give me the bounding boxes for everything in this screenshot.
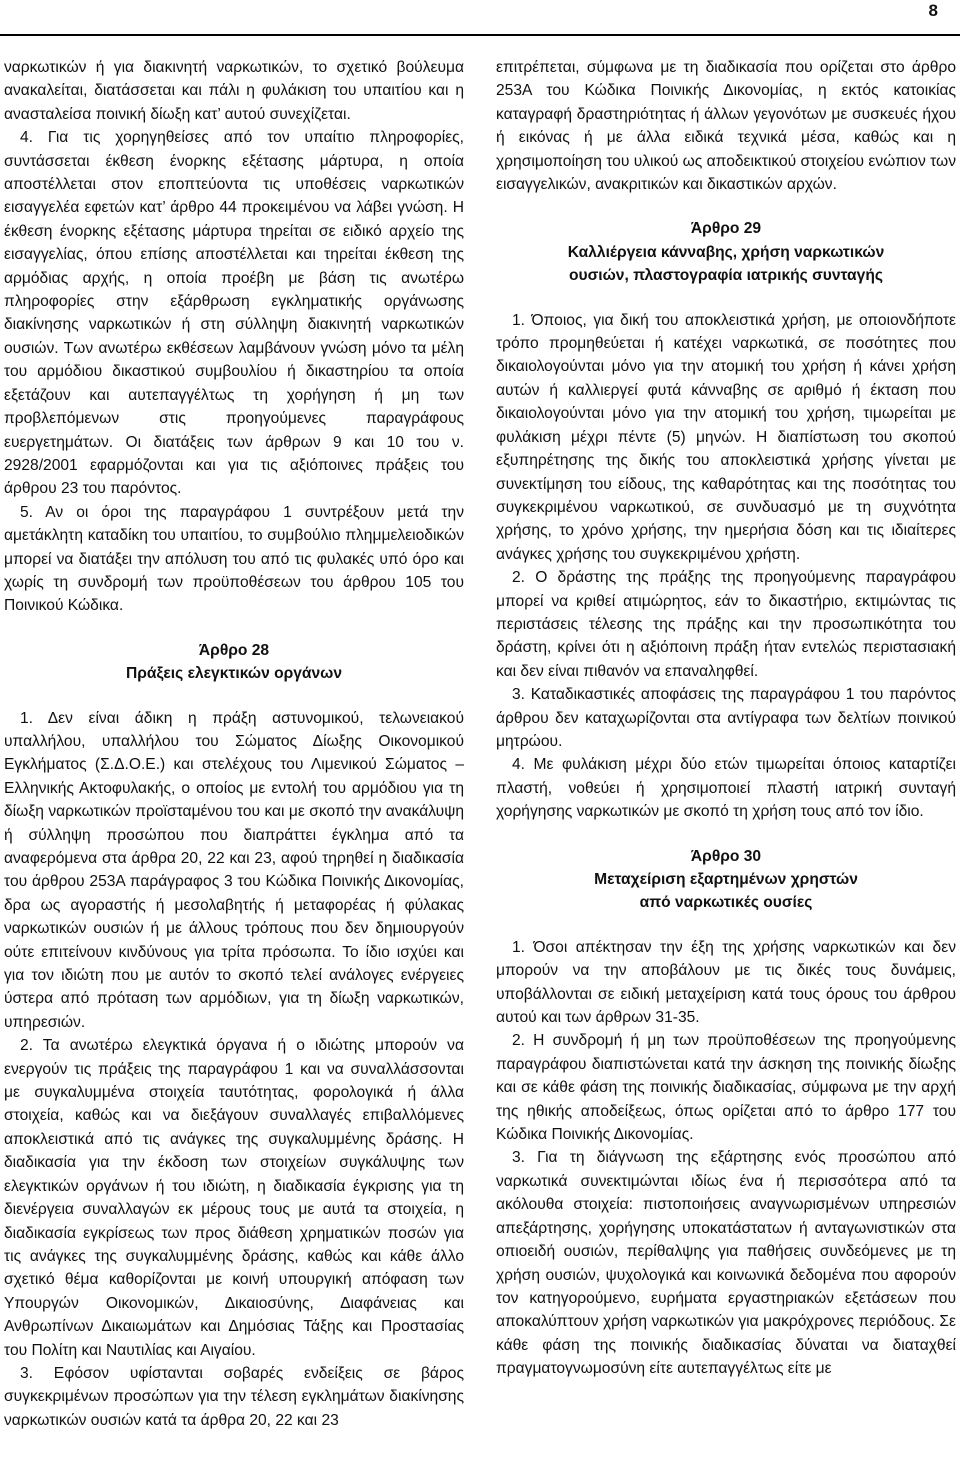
paragraph: επιτρέπεται, σύμφωνα με τη διαδικασία που ορίζεται στο άρθρο 253Α του Κώδικα Ποινικής Δικονομίας, η εκτός κατοικίας καταγραφή δραστηριότητας ή άλλων γεγονότων με συσκευές ήχου ή εικόνας ή με άλλα ειδικά τεχνικά μέσα, καθώς και η χρησιμοποίηση του υλικού ως αποδεικτικού στοιχείου ενώπιον των εισαγγελικών, ανακριτικών και δικαστικών αρχών. <box>496 59 956 194</box>
paragraph: 2. Η συνδρομή ή μη των προϋποθέσεων της προηγούμενης παραγράφου διαπιστώνεται κατά την άσκηση της ποινικής δίωξης και σε κάθε φάση της ποινικής διαδικασίας, σύμφωνα με την αρχή της ηθικής αποδείξεως, όπως ορίζεται από το άρθρο 177 του Κώδικα Ποινικής Δικονομίας. <box>496 1032 956 1144</box>
left-column <box>4 56 464 1474</box>
paragraph: 5. Αν οι όροι της παραγράφου 1 συντρέξουν μετά την αμετάκλητη καταδίκη του υπαιτίου, το συμβούλιο πλημμελειοδικών μπορεί να διατάξει την απόλυση του από τις φυλακές υπό όρο και χωρίς τη συνδρομή των προϋποθέσεων του άρθρου 105 του Ποινικού Κώδικα. <box>4 503 464 615</box>
paragraph: 3. Εφόσον υφίστανται σοβαρές ενδείξεις σε βάρος συγκεκριμένων προσώπων για την τέλεση εγκλημάτων διακίνησης ναρκωτικών ουσιών κατά τα άρθρα 20, 22 και 23 <box>4 1364 464 1429</box>
article-28-heading <box>4 639 464 686</box>
header-rule <box>0 34 960 36</box>
article-number: Άρθρο 28 <box>198 641 270 659</box>
article-title: Πράξεις ελεγκτικών οργάνων <box>125 665 343 683</box>
paragraph: 1. Δεν είναι άδικη η πράξη αστυνομικού, τελωνειακού υπαλλήλου, υπαλλήλου του Σώματος Δίωξης Οικονομικού Εγκλήματος (Σ.Δ.Ο.Ε.) και στελέχους του Λιμενικού Σώματος – Ελληνικής Ακτοφυλακής, ο οποίος με εντολή του αρμόδιου για τη δίωξη ναρκωτικών προϊσταμένου του και με σκοπό την ανακάλυψη ή σύλληψη προσώπου που διαπράττει έγκλημα από τα αναφερόμενα στα άρθρα 20, 22 και 23, αφού τηρηθεί η διαδικασία του άρθρου 253Α παράγραφος 3 του Κώδικα Ποινικής Δικονομίας, δρα ως αγοραστής ή μεσολαβητής ή μεταφορέας ή φύλακας ναρκωτικών ουσιών ή με άλλους τρόπους που δεν δημιουργούν ούτε επιτείνουν κινδύνους για τρίτα πρόσωπα. Το ίδιο ισχύει και για τον ιδιώτη που με αυτόν το σκοπό τελεί ανάλογες ενέργειες ύστερα από πρόταση των αρμόδιων, για τη δίωξη ναρκωτικών, υπηρεσιών. <box>4 709 464 1031</box>
right-column <box>496 56 956 1474</box>
paragraph: 1. Όποιος, για δική του αποκλειστικά χρήση, με οποιονδήποτε τρόπο προμηθεύεται ή κατέχει ναρκωτικά, σε ποσότητες που δικαιολογούνται μόνο για την ατομική του χρήση ή κάνει χρήση αυτών ή καλλιεργεί φυτά κάνναβης σε αριθμό ή έκταση που δικαιολογούνται μόνο για την ατομική του χρήση, τιμωρείται με φυλάκιση μέχρι πέντε (5) μηνών. Η διαπίστωση του σκοπού εξυπηρέτησης της δικής του αποκλειστικά χρήσης γίνεται με συνεκτίμηση του είδους, της καθαρότητας και της ποσότητας του συγκεκριμένου ναρκωτικού, σε συνδυασμό με τη συχνότητα χρήσης, το χρόνο χρήσης, την ημερήσια δόση και τις ιδιαίτερες ανάγκες χρήσης του συγκεκριμένου χρήστη. <box>496 311 956 563</box>
paragraph: 2. Τα ανωτέρω ελεγκτικά όργανα ή ο ιδιώτης μπορούν να ενεργούν τις πράξεις της παραγράφου 1 και να συναλλάσσονται με συγκαλυμμένα στοιχεία ταυτότητας, φορολογικά ή άλλα στοιχεία, καθώς και να διεξάγουν συναλλαγές επιβαλλόμενες αποκλειστικά από τις ανάγκες της συγκαλυμμένης δράσης. Η διαδικασία για την έκδοση των στοιχείων συγκάλυψης των ελεγκτικών οργάνων ή του ιδιώτη, η διαδικασία έγκρισης για τη διενέργεια συναλλαγών εκ μέρους τους με αυτά τα στοιχεία, η διαδικασία εγκρίσεως των προς διάθεση χρηματικών ποσών για τις ανάγκες της συγκαλυμμένης δράσης, καθώς και κάθε άλλο σχετικό θέμα καθορίζονται με κοινή υπουργική απόφαση των Υπουργών Οικονομικών, Δικαιοσύνης, Διαφάνειας και Ανθρωπίνων Δικαιωμάτων και Δημόσιας Τάξης και Προστασίας του Πολίτη και Ναυτιλίας και Αιγαίου. <box>4 1037 464 1359</box>
paragraph: 3. Για τη διάγνωση της εξάρτησης ενός προσώπου από ναρκωτικά συνεκτιμώνται ιδίως ένα ή περισσότερα από τα ακόλουθα στοιχεία: πιστοποιήσεις αναγνωρισμένων υπηρεσιών απεξάρτησης, χορήγησης υποκατάστατων ή ανταγωνιστικών στα οπιοειδή ουσιών, περίθαλψης για παθήσεις συνδεόμενες με τη χρήση ουσιών, ψυχολογικά και κοινωνικά δεδομένα που αφορούν τον κατηγορούμενο, ευρήματα εργαστηριακών εξετάσεων που αποκαλύπτουν χρήση ναρκωτικών για μακρόχρονες περιόδους. Σε κάθε φάση της ποινικής διαδικασίας δύναται να διαταχθεί πραγματογνωμοσύνη είτε αυτεπαγγέλτως είτε με <box>496 1149 956 1378</box>
article-title-line: Καλλιέργεια κάνναβης, χρήση ναρκωτικών <box>567 243 885 261</box>
article-29-heading <box>496 217 956 287</box>
paragraph: 4. Με φυλάκιση μέχρι δύο ετών τιμωρείται όποιος καταρτίζει πλαστή, νοθεύει ή χρησιμοποιεί πλαστή ιατρική συνταγή χορήγησης ναρκωτικών με σκοπό τη χρήση τους από τον ίδιο. <box>496 756 956 821</box>
paragraph: 2. Ο δράστης της πράξης της προηγούμενης παραγράφου μπορεί να κριθεί ατιμώρητος, εάν το δικαστήριο, εκτιμώντας τις περιστάσεις τέλεσης της πράξης και την προσωπικότητα του δράστη, κρίνει ότι η αξιόποινη πράξη ήταν εντελώς περιστασιακή και δεν είναι πιθανόν να επαναληφθεί. <box>496 569 956 680</box>
paragraph: 1. Όσοι απέκτησαν την έξη της χρήσης ναρκωτικών και δεν μπορούν να την αποβάλουν με τις δικές τους δυνάμεις, υποβάλλονται σε ειδική μεταχείριση κατά τους όρους του άρθρου αυτού και των άρθρων 31-35. <box>496 938 956 1027</box>
article-30-heading <box>496 845 956 915</box>
paragraph: 4. Για τις χορηγηθείσες από τον υπαίτιο πληροφορίες, συντάσσεται έκθεση ένορκης εξέτασης μάρτυρα, η οποία αποστέλλεται στον εποπτεύοντα τις υποθέσεις ναρκωτικών εισαγγελέα εφετών κατ’ άρθρο 44 προκειμένου να λάβει γνώση. Η έκθεση ένορκης εξέτασης μάρτυρα τηρείται σε ειδικό αρχείο της εισαγγελίας, όπου επίσης αποστέλλεται και τηρείται έκθεση της αρμόδιας αρχής, η οποία προέβη με βάση τις ανωτέρω πληροφορίες στην εξάρθρωση εγκληματικής οργάνωσης διακίνησης ναρκωτικών ή στη σύλληψη διακινητή ναρκωτικών ουσιών. Των ανωτέρω εκθέσεων λαμβάνουν γνώση μόνο τα μέλη του αρμόδιου δικαστικού συμβουλίου ή δικαστηρίου τα οποία εξετάζουν και αυτεπαγγέλτως τη χορήγηση ή μη των προβλεπόμενων στις προηγούμενες παραγράφους ευεργετημάτων. Οι διατάξεις των άρθρων 9 και 10 του ν. 2928/2001 εφαρμόζονται και για τις αξιόποινες πράξεις του άρθρου 23 του παρόντος. <box>4 129 464 498</box>
paragraph: 3. Καταδικαστικές αποφάσεις της παραγράφου 1 του παρόντος άρθρου δεν καταχωρίζονται στα αντίγραφα των δελτίων ποινικού μητρώου. <box>496 686 956 750</box>
article-number: Άρθρο 29 <box>690 220 762 238</box>
paragraph: ναρκωτικών ή για διακινητή ναρκωτικών, το σχετικό βούλευμα ανακαλείται, διατάσσεται και πάλι η φυλάκιση του υπαιτίου και η ανασταλείσα ποινική δίωξη κατ’ αυτού συνεχίζεται. <box>4 59 464 123</box>
article-title-line: ουσιών, πλαστογραφία ιατρικής συνταγής <box>569 267 883 285</box>
article-number: Άρθρο 30 <box>690 847 762 865</box>
page-number: 8 <box>928 1 938 20</box>
article-title-line: από ναρκωτικές ουσίες <box>639 894 813 912</box>
article-title-line: Μεταχείριση εξαρτημένων χρηστών <box>594 871 858 888</box>
